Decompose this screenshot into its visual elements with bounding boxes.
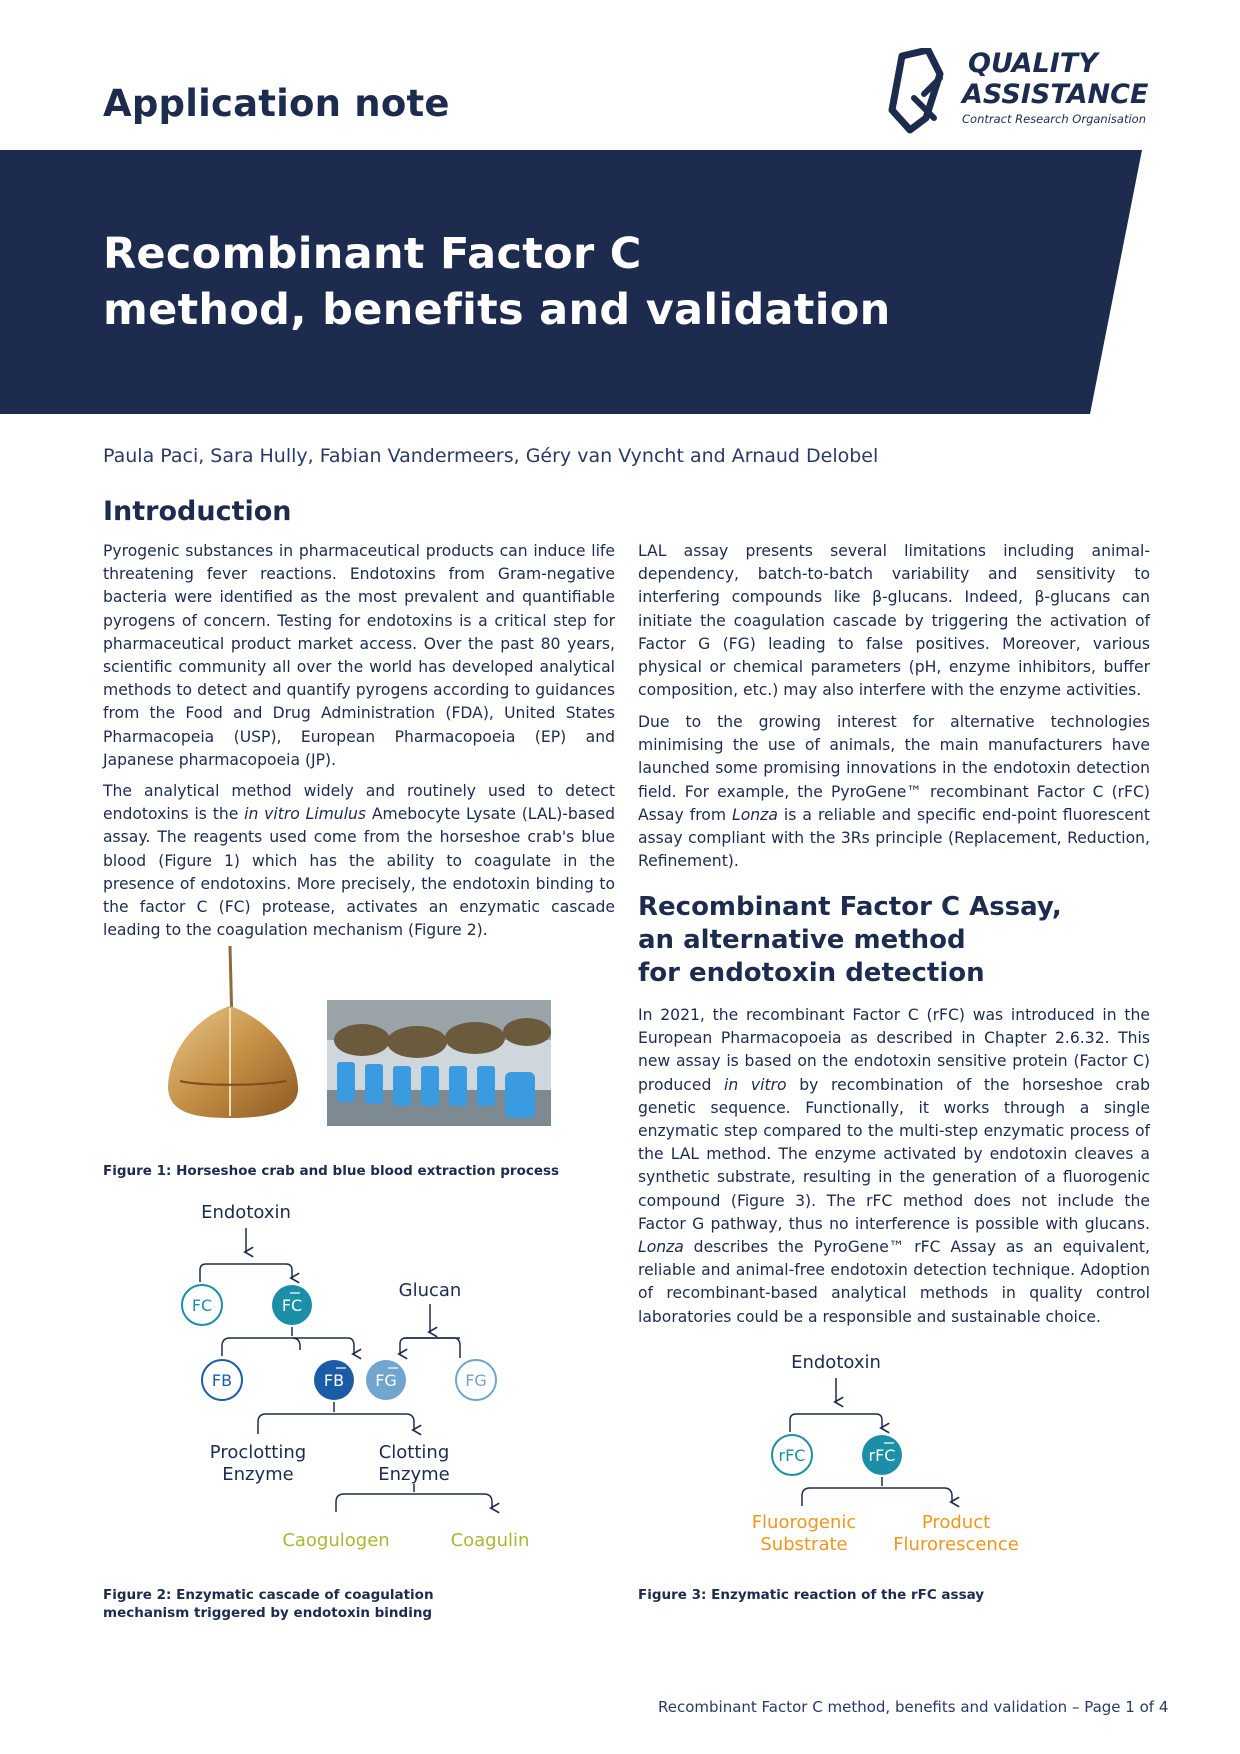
node-rfc-active xyxy=(862,1435,902,1475)
figure-1-caption: Figure 1: Horseshoe crab and blue blood extraction process xyxy=(103,1163,560,1179)
page-footer: Recombinant Factor C method, benefits and validation – Page 1 of 4 xyxy=(658,1698,1169,1716)
node-fg xyxy=(456,1360,496,1400)
node-fb xyxy=(202,1360,242,1400)
node-fc xyxy=(182,1285,222,1325)
intro-paragraph-4: Due to the growing interest for alternative technologies minimising the use of animals, the main manufacturers have launched some promising innovations in the endotoxin detection field. For example, the PyroGene™ recombinant Factor C (rFC) Assay from Lonza is a reliable and specific end-point fluorescent assay compliant with the 3Rs principle (Replacement, Reduction, Refinement). xyxy=(638,713,1150,871)
section-heading-introduction: Introduction xyxy=(103,496,292,527)
document-type-label: Application note xyxy=(103,82,450,125)
node-fb-active xyxy=(314,1360,354,1400)
svg-text:FG: FG xyxy=(465,1371,487,1390)
logo-wordmark-line1: QUALITY xyxy=(968,48,1098,79)
intro-paragraph-1: Pyrogenic substances in pharmaceutical products can induce life threatening fever reactions. Endotoxins from Gram-negative bacteria were identified as the most prevalent and quantifiable pyrogens of concern. Testing for endotoxins is a critical step for pharmaceutical product market access. Over the past 80 years, scientific community all over the world has developed analytical methods to detect and quantify pyrogens according to guidances from the Food and Drug Administration (FDA), United States Pharmacopeia (USP), European Pharmacopoeia (EP) and Japanese pharmacopoeia (JP). xyxy=(103,542,615,769)
rfc-reaction-diagram xyxy=(730,1340,1050,1570)
node-fc-active xyxy=(272,1285,312,1325)
rfc-paragraph: In 2021, the recombinant Factor C (rFC) was introduced in the European Pharmacopoeia as described in Chapter 2.6.32. This new assay is based on the endotoxin sensitive protein (Factor C) produced in vitro by recombination of the horseshoe crab genetic sequence. Functionally, it works through a single enzymatic step compared to the multi-step enzymatic process of the LAL method. The enzyme activated by endotoxin cleaves a synthetic substrate, resulting in the generation of a fluorogenic compound (Figure 3). The rFC method does not include the Factor G pathway, thus no interference is possible with glucans. Lonza describes the PyroGene™ rFC Assay as an equivalent, reliable and animal-free endotoxin detection technique. Adoption of recombinant-based analytical methods in quality control laboratories could be a responsible and sustainable choice. xyxy=(638,1006,1150,1326)
section-heading-rfc-assay: Recombinant Factor C Assay, an alternative method for endotoxin detection xyxy=(638,892,1062,988)
figure-3-caption: Figure 3: Enzymatic reaction of the rFC assay xyxy=(638,1587,985,1603)
diagram-label-coagulin: Coagulin xyxy=(450,1530,530,1551)
svg-text:rFC: rFC xyxy=(868,1446,896,1465)
intro-paragraph-3: LAL assay presents several limitations including animal-dependency, batch-to-batch variability and sensitivity to interfering compounds like β-glucans. Indeed, β-glucans can initiate the coagulation cascade by triggering the activation of Factor G (FG) leading to false positives. Moreover, various physical or chemical parameters (pH, enzyme inhibitors, buffer composition, etc.) may also interfere with the enzyme activities. xyxy=(638,542,1150,700)
diagram3-label-endotoxin: Endotoxin xyxy=(791,1352,881,1373)
horseshoe-crab-image xyxy=(160,946,310,1126)
diagram3-label-fluorogenic-substrate: Fluorogenic Substrate xyxy=(751,1512,857,1555)
page-title-line2: method, benefits and validation xyxy=(103,285,891,335)
svg-text:FC: FC xyxy=(281,1296,303,1315)
logo-wordmark-line2: ASSISTANCE xyxy=(962,79,1149,110)
author-list: Paula Paci, Sara Hully, Fabian Vandermeers, Géry van Vyncht and Arnaud Delobel xyxy=(103,445,879,467)
diagram-label-endotoxin: Endotoxin xyxy=(201,1202,291,1223)
diagram-label-glucan: Glucan xyxy=(398,1280,462,1301)
svg-text:rFC: rFC xyxy=(778,1446,806,1465)
blood-extraction-photo xyxy=(327,1000,551,1126)
figure-2-caption: Figure 2: Enzymatic cascade of coagulation mechanism triggered by endotoxin binding xyxy=(103,1587,434,1621)
svg-text:FB: FB xyxy=(211,1371,233,1390)
diagram-label-proclotting-enzyme: Proclotting Enzyme xyxy=(209,1442,307,1485)
intro-paragraph-2: The analytical method widely and routinely used to detect endotoxins is the in vitro Limulus Amebocyte Lysate (LAL)-based assay. The reagents used come from the horseshoe crab's blue blood (Figure 1) which has the ability to coagulate in the presence of endotoxins. More precisely, the endotoxin binding to the factor C (FC) protease, activates an enzymatic cascade leading to the coagulation mechanism (Figure 2). xyxy=(103,782,615,940)
svg-text:FB: FB xyxy=(323,1371,345,1390)
node-fg-active xyxy=(366,1360,406,1400)
coagulation-cascade-diagram xyxy=(160,1190,560,1570)
svg-text:FC: FC xyxy=(191,1296,213,1315)
logo-tagline: Contract Research Organisation xyxy=(962,112,1146,126)
node-rfc xyxy=(772,1435,812,1475)
svg-text:FG: FG xyxy=(375,1371,397,1390)
diagram-label-clotting-enzyme: Clotting Enzyme xyxy=(378,1442,450,1485)
diagram3-label-product-fluorescence: Product Flurorescence xyxy=(893,1512,1019,1555)
page-title-line1: Recombinant Factor C xyxy=(103,229,642,279)
diagram-label-caogulogen: Caogulogen xyxy=(282,1530,390,1551)
